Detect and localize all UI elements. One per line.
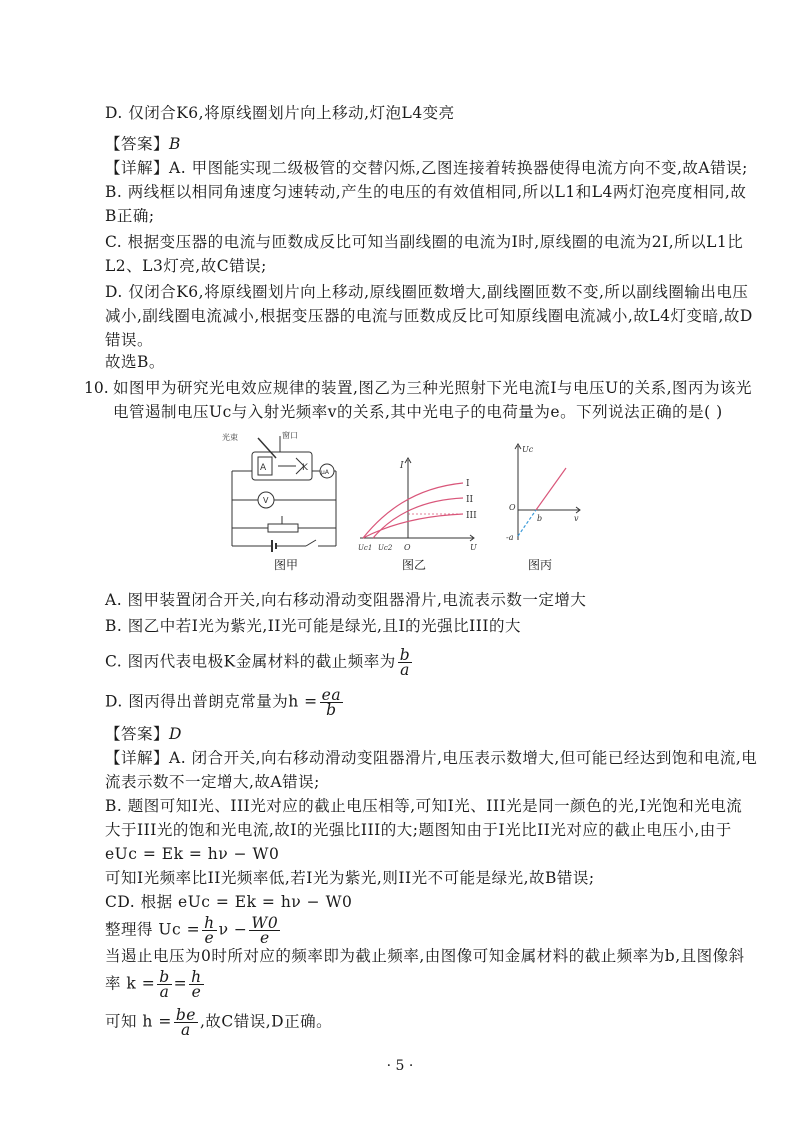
option-a: A. 图甲装置闭合开关,向右移动滑动变阻器滑片,电流表示数一定增大 xyxy=(105,591,587,609)
fig3-label-origin: O xyxy=(509,503,516,512)
prev-detail-line-3: C. 根据变压器的电流与匝数成反比可知当副线圈的电流为I时,原线圈的电流为2I,所以L1比 xyxy=(105,233,744,251)
question-figures xyxy=(218,428,588,573)
prev-detail-line-4: L2、L3灯亮,故C错误; xyxy=(105,257,267,275)
slope-equals: = xyxy=(173,974,188,993)
fig2-label-ii: II xyxy=(466,495,474,505)
question-number: 10. xyxy=(84,379,109,397)
fig1-label-a: A xyxy=(260,463,267,473)
fraction-denominator: e xyxy=(259,929,270,947)
rearrange-fraction-1 xyxy=(202,916,216,945)
q10-detail-line-3: 大于III光的饱和光电流,故I的光强比III的大;题图知由于I光比II光对应的截止电压小,由于 xyxy=(105,821,732,839)
q10-final-line xyxy=(105,1008,332,1037)
fig2-label-i: I xyxy=(466,479,470,489)
fig1-label-beam: 光束 xyxy=(222,433,238,442)
answer-value: D xyxy=(169,725,182,743)
prev-option-d: D. 仅闭合K6,将原线圈划片向上移动,灯泡L4变亮 xyxy=(105,104,455,122)
fraction-numerator: b xyxy=(399,646,411,664)
detail-label: 【详解】 xyxy=(105,159,170,177)
option-d-fraction xyxy=(320,688,343,717)
fig2-caption: 图乙 xyxy=(402,558,427,572)
fraction-denominator: a xyxy=(181,1021,191,1039)
fig1-label-window: 窗口 xyxy=(282,431,298,440)
prev-detail-line-1: B. 两线框以相同角速度匀速转动,产生的电压的有效值相同,所以L1和L4两灯泡亮度相同,故 xyxy=(105,183,747,201)
circuit-diagram xyxy=(232,436,336,552)
fraction-numerator: ea xyxy=(321,686,342,704)
option-c-text: C. 图丙代表电极K金属材料的截止频率为 xyxy=(105,652,396,671)
fig2-axis-i: I xyxy=(400,461,404,471)
uc-line xyxy=(536,468,566,510)
slope-fraction-2 xyxy=(189,970,203,999)
uc-frequency-graph xyxy=(515,444,580,540)
fraction-denominator: a xyxy=(400,661,410,679)
fig3-label-b: b xyxy=(537,514,543,523)
fig2-label-iii: III xyxy=(466,511,477,521)
fig1-label-ua: μA xyxy=(321,469,329,476)
fig2-label-uc2: Uc2 xyxy=(378,544,393,552)
option-d-text: D. 图丙得出普朗克常量为h = xyxy=(105,692,318,711)
fraction-denominator: a xyxy=(159,983,170,1001)
curve-iii xyxy=(363,514,463,538)
figures-svg xyxy=(218,428,588,573)
fig3-label-v: v xyxy=(574,514,579,523)
prev-detail-line-8: 故选B。 xyxy=(105,353,165,371)
option-b: B. 图乙中若I光为紫光,II光可能是绿光,且I的光强比III的大 xyxy=(105,617,521,635)
q10-rearrange-line xyxy=(105,916,282,945)
iu-graph xyxy=(360,458,474,541)
prev-detail-line-2: B正确; xyxy=(105,207,155,225)
option-c-fraction xyxy=(398,648,412,677)
curve-i xyxy=(363,483,463,538)
q10-detail-line-1: 流表示数不一定增大,故A错误; xyxy=(105,773,320,791)
q10-detail-line-2: B. 题图可知I光、III光对应的截止电压相等,可知I光、III光是同一颜色的光,I光饱和光电流 xyxy=(105,797,743,815)
page-number: · 5 · xyxy=(386,1058,414,1074)
answer-label: 【答案】 xyxy=(105,725,170,743)
q10-detail-line-0 xyxy=(105,748,757,768)
fraction-numerator: W0 xyxy=(251,914,279,932)
detail-text: A. 甲图能实现二级极管的交替闪烁,乙图连接着转换器使得电流方向不变,故A错误; xyxy=(169,159,748,177)
option-c xyxy=(105,648,414,677)
answer-value: B xyxy=(169,135,181,153)
q10-answer xyxy=(105,724,182,744)
final-text: 可知 h = xyxy=(105,1012,172,1031)
final-fraction xyxy=(174,1008,198,1037)
q10-slope-line xyxy=(105,970,206,999)
detail-text: A. 闭合开关,向右移动滑动变阻器滑片,电压表示数增大,但可能已经达到饱和电流,电 xyxy=(169,749,758,767)
slope-fraction-1 xyxy=(157,970,171,999)
prev-detail-line-7: 错误。 xyxy=(105,331,154,349)
fraction-denominator: e xyxy=(204,929,215,947)
rearrange-fraction-2 xyxy=(249,916,280,945)
q10-detail-line-6: CD. 根据 eUc = Ek = hν − W0 xyxy=(105,893,353,911)
fig3-caption: 图丙 xyxy=(528,558,553,572)
fig1-label-k: K xyxy=(302,463,308,473)
fraction-numerator: be xyxy=(175,1006,196,1024)
fraction-numerator: h xyxy=(191,968,202,986)
q10-detail-line-5: 可知I光频率比II光频率低,若I光为紫光,则II光不可能是绿光,故B错误; xyxy=(105,869,595,887)
prev-answer xyxy=(105,134,181,154)
q10-cutoff-line: 当遏止电压为0时所对应的频率即为截止频率,由图像可知金属材料的截止频率为b,且图像斜 xyxy=(105,947,745,965)
rearrange-text: 整理得 Uc = xyxy=(105,920,201,939)
fig3-label-minus-a: -a xyxy=(506,533,514,542)
question-stem-line-1: 如图甲为研究光电效应规律的装置,图乙为三种光照射下光电流I与电压U的关系,图丙为该光 xyxy=(113,379,753,397)
prev-detail-line-0 xyxy=(105,158,748,178)
fraction-denominator: b xyxy=(326,701,337,719)
fraction-numerator: h xyxy=(204,914,215,932)
rearrange-mid: ν − xyxy=(218,920,248,939)
fig1-label-v: V xyxy=(263,496,269,505)
fig2-label-uc1: Uc1 xyxy=(358,544,373,552)
prev-detail-line-5: D. 仅闭合K6,将原线圈划片向上移动,原线圈匝数增大,副线圈匝数不变,所以副线圈输出电压 xyxy=(105,283,749,301)
final-suffix: ,故C错误,D正确。 xyxy=(199,1012,333,1031)
fig2-label-origin: O xyxy=(404,543,411,552)
curve-ii xyxy=(373,498,463,538)
answer-label: 【答案】 xyxy=(105,135,170,153)
option-d xyxy=(105,688,345,717)
fig3-axis-uc: Uc xyxy=(522,445,534,454)
uc-line-extrapolation xyxy=(518,510,536,536)
question-stem-line-2: 电管遏制电压Uc与入射光频率v的关系,其中光电子的电荷量为e。下列说法正确的是( ) xyxy=(113,403,723,421)
fig2-label-u: U xyxy=(470,543,477,552)
fraction-numerator: b xyxy=(159,968,170,986)
q10-detail-line-4: eUc = Ek = hν − W0 xyxy=(105,845,280,863)
fig1-caption: 图甲 xyxy=(274,558,299,572)
prev-detail-line-6: 减小,副线圈电流减小,根据变压器的电流与匝数成反比可知原线圈电流减小,故L4灯变暗,故D xyxy=(105,307,753,325)
fraction-denominator: e xyxy=(191,983,202,1001)
detail-label: 【详解】 xyxy=(105,749,170,767)
slope-text: 率 k = xyxy=(105,974,156,993)
